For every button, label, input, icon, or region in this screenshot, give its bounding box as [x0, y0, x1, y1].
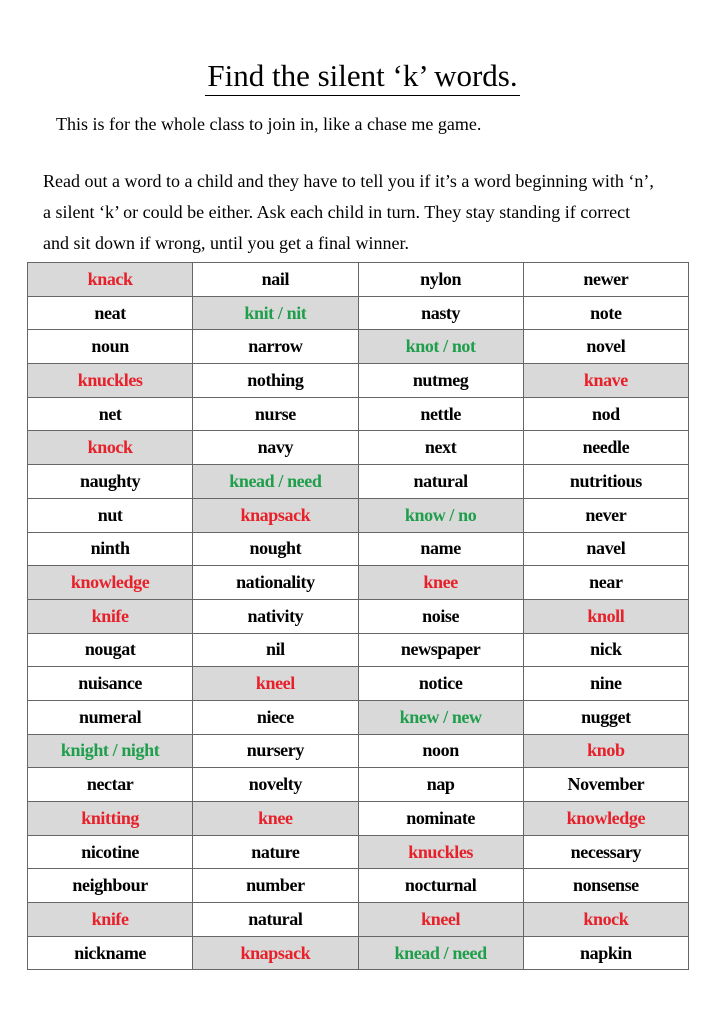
word-cell: natural [358, 465, 523, 499]
word-cell: ninth [28, 532, 193, 566]
word-cell: nil [193, 633, 358, 667]
table-row [28, 465, 689, 499]
word-cell: noun [28, 330, 193, 364]
word-cell: knob [523, 734, 688, 768]
word-cell: knead / need [193, 465, 358, 499]
word-cell: nature [193, 835, 358, 869]
table-row [28, 667, 689, 701]
word-cell: nail [193, 263, 358, 297]
word-cell: niece [193, 700, 358, 734]
word-cell: necessary [523, 835, 688, 869]
table-row [28, 835, 689, 869]
word-cell: nationality [193, 566, 358, 600]
word-cell: nought [193, 532, 358, 566]
table-row [28, 802, 689, 836]
word-cell: near [523, 566, 688, 600]
word-cell: newer [523, 263, 688, 297]
word-cell: nougat [28, 633, 193, 667]
word-cell: nurse [193, 397, 358, 431]
word-cell: knapsack [193, 498, 358, 532]
word-cell: nutmeg [358, 364, 523, 398]
word-cell: knoll [523, 599, 688, 633]
word-cell: knight / night [28, 734, 193, 768]
table-row [28, 364, 689, 398]
table-row [28, 498, 689, 532]
table-row [28, 700, 689, 734]
word-cell: needle [523, 431, 688, 465]
word-cell: kneel [193, 667, 358, 701]
word-cell: knock [523, 903, 688, 937]
word-cell: knee [193, 802, 358, 836]
word-cell: knowledge [523, 802, 688, 836]
word-cell: neighbour [28, 869, 193, 903]
table-row [28, 397, 689, 431]
word-cell: knock [28, 431, 193, 465]
word-cell: note [523, 296, 688, 330]
intro-text: This is for the whole class to join in, like a chase me game. [56, 114, 482, 134]
word-cell: nursery [193, 734, 358, 768]
word-cell: nectar [28, 768, 193, 802]
word-cell: knit / nit [193, 296, 358, 330]
word-cell: knew / new [358, 700, 523, 734]
word-cell: nativity [193, 599, 358, 633]
table-row [28, 734, 689, 768]
table-row [28, 869, 689, 903]
word-cell: kneel [358, 903, 523, 937]
word-cell: knowledge [28, 566, 193, 600]
word-cell: napkin [523, 936, 688, 970]
word-cell: narrow [193, 330, 358, 364]
word-cell: nonsense [523, 869, 688, 903]
word-cell: number [193, 869, 358, 903]
table-row [28, 296, 689, 330]
table-row [28, 768, 689, 802]
word-cell: never [523, 498, 688, 532]
word-cell: nick [523, 633, 688, 667]
word-cell: knack [28, 263, 193, 297]
word-cell: nap [358, 768, 523, 802]
word-cell: naughty [28, 465, 193, 499]
word-cell: nicotine [28, 835, 193, 869]
instruction-line: and sit down if wrong, until you get a final winner. [43, 233, 409, 253]
word-cell: nod [523, 397, 688, 431]
word-cell: knife [28, 599, 193, 633]
word-cell: nocturnal [358, 869, 523, 903]
instruction-line: a silent ‘k’ or could be either. Ask each child in turn. They stay standing if correct [43, 202, 631, 222]
word-cell: nothing [193, 364, 358, 398]
word-cell: nominate [358, 802, 523, 836]
word-cell: November [523, 768, 688, 802]
word-cell: knee [358, 566, 523, 600]
table-row [28, 599, 689, 633]
table-row [28, 633, 689, 667]
word-cell: knot / not [358, 330, 523, 364]
word-cell: name [358, 532, 523, 566]
word-cell: numeral [28, 700, 193, 734]
word-cell: nasty [358, 296, 523, 330]
word-cell: net [28, 397, 193, 431]
word-cell: nuisance [28, 667, 193, 701]
instructions [43, 166, 703, 259]
word-cell: nine [523, 667, 688, 701]
word-cell: noise [358, 599, 523, 633]
word-cell: nutritious [523, 465, 688, 499]
word-cell: navel [523, 532, 688, 566]
word-cell: natural [193, 903, 358, 937]
word-cell: nylon [358, 263, 523, 297]
word-cell: notice [358, 667, 523, 701]
worksheet-title [0, 58, 725, 94]
word-cell: newspaper [358, 633, 523, 667]
word-cell: knife [28, 903, 193, 937]
word-cell: knuckles [28, 364, 193, 398]
word-cell: nugget [523, 700, 688, 734]
word-cell: navy [193, 431, 358, 465]
word-cell: nickname [28, 936, 193, 970]
word-cell: knapsack [193, 936, 358, 970]
word-table [27, 262, 689, 970]
word-cell: knead / need [358, 936, 523, 970]
title-text: Find the silent ‘k’ words. [205, 58, 519, 96]
word-cell: knitting [28, 802, 193, 836]
word-cell: novelty [193, 768, 358, 802]
word-cell: knave [523, 364, 688, 398]
table-row [28, 566, 689, 600]
table-row [28, 532, 689, 566]
table-row [28, 263, 689, 297]
table-row [28, 903, 689, 937]
table-row [28, 431, 689, 465]
word-cell: nettle [358, 397, 523, 431]
table-row [28, 936, 689, 970]
word-cell: know / no [358, 498, 523, 532]
word-cell: knuckles [358, 835, 523, 869]
word-cell: next [358, 431, 523, 465]
word-cell: nut [28, 498, 193, 532]
table-row [28, 330, 689, 364]
word-cell: novel [523, 330, 688, 364]
word-cell: noon [358, 734, 523, 768]
instruction-line: Read out a word to a child and they have to tell you if it’s a word beginning with ‘n’, [43, 171, 654, 191]
word-cell: neat [28, 296, 193, 330]
